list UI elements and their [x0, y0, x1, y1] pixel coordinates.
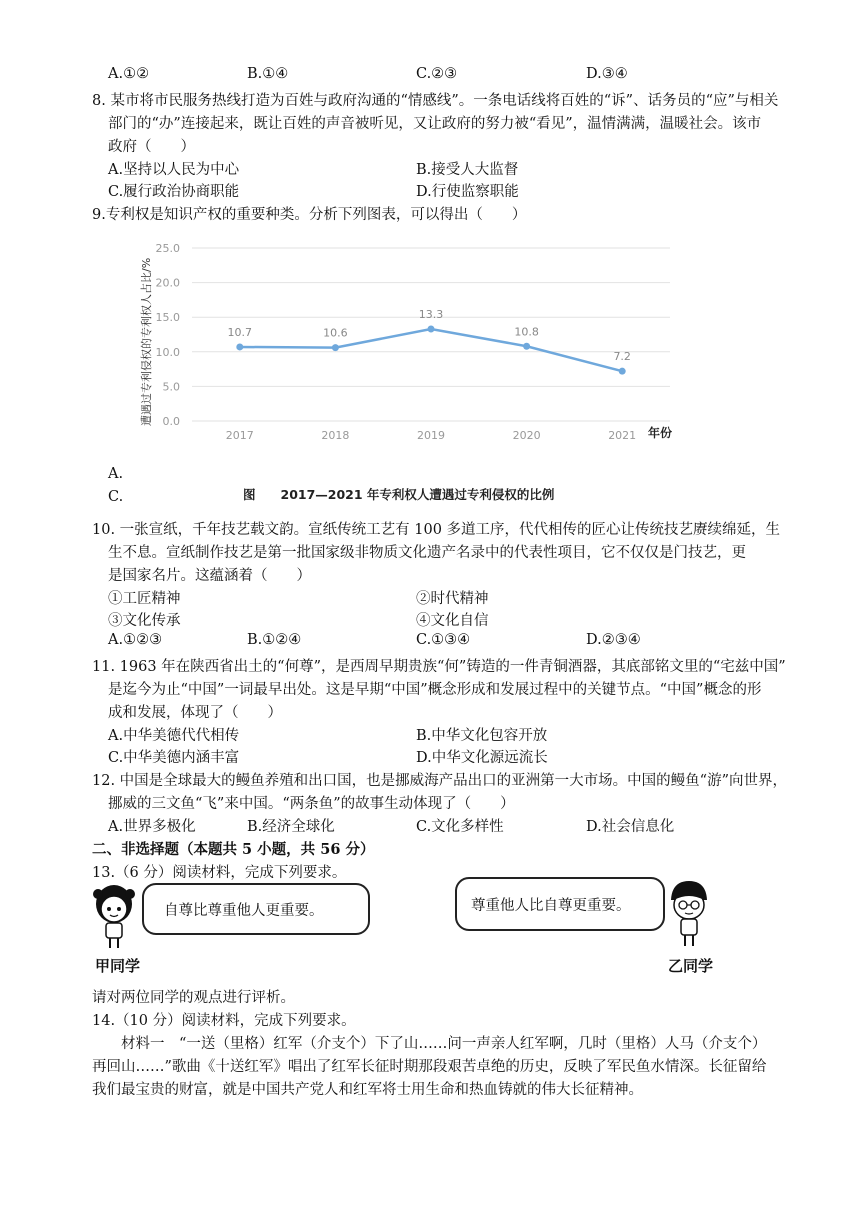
q11-stem-line-1: 11. 1963 年在陕西省出土的“何尊”，是西周早期贵族“何”铸造的一件青铜酒器，其底部铭文里的“宅兹中国”: [92, 659, 786, 675]
data-label: 7.2: [613, 350, 631, 364]
q14-material-line-1: 材料一 “一送（里格）红军（介支个）下了山……问一声亲人红军啊，几时（里格）人马（介支个）: [121, 1036, 767, 1052]
data-label: 10.8: [514, 325, 539, 339]
q12-stem-line-2: 挪威的三文鱼“飞”来中国。“两条鱼”的故事生动体现了（ ）: [108, 796, 515, 812]
q14-stem: 14.（10 分）阅读材料，完成下列要求。: [92, 1013, 356, 1029]
q10-item-2: ②时代精神: [416, 591, 489, 607]
student-b-name: 乙同学: [668, 957, 714, 975]
q9-option-a-fragment: A.: [108, 466, 124, 482]
q12-option-d: D.社会信息化: [586, 819, 675, 835]
q10-stem-line-1: 10. 一张宣纸，千年技艺载文韵。宣纸传统工艺有 100 多道工序，代代相传的匠心让传统技艺赓续绵延，生: [92, 522, 781, 538]
q10-stem-line-3: 是国家名片。这蕴涵着（ ）: [108, 568, 311, 584]
q8-option-b: B.接受人大监督: [416, 162, 519, 178]
q8-stem-line-1: 8. 某市将市民服务热线打造为百姓与政府沟通的“情感线”。一条电话线将百姓的“诉”、话务员的“应”与相关: [92, 93, 779, 109]
student-a-speech-bubble: [142, 883, 370, 935]
q11-stem-line-3: 成和发展，体现了（ ）: [108, 705, 282, 721]
data-point: [619, 368, 626, 375]
q12-option-c: C.文化多样性: [416, 819, 504, 835]
q8-option-c: C.履行政治协商职能: [108, 184, 240, 200]
q10-option-c: C.①③④: [416, 632, 471, 648]
x-tick-labels: [226, 429, 636, 442]
q11-option-a: A.中华美德代代相传: [108, 728, 240, 744]
data-point: [428, 325, 435, 332]
student-a-cartoon-icon: [90, 882, 138, 952]
q10-stem-line-2: 生不息。宣纸制作技艺是第一批国家级非物质文化遗产名录中的代表性项目，它不仅仅是门技艺，更: [108, 545, 746, 561]
q10-item-4: ④文化自信: [416, 613, 489, 629]
x-tick-label: 2018: [321, 429, 350, 442]
data-point: [523, 343, 530, 350]
q7-option-c: C.②③: [416, 66, 458, 82]
x-tick-label: 2021: [608, 429, 637, 442]
q8-stem-line-3: 政府（ ）: [108, 139, 195, 155]
y-tick-label: 25.0: [155, 242, 180, 255]
x-tick-label: 2017: [225, 429, 254, 442]
student-b-speech-bubble: [455, 877, 665, 931]
q10-option-b: B.①②④: [247, 632, 302, 648]
patent-infringement-chart: [100, 228, 700, 513]
q7-option-b: B.①④: [247, 66, 289, 82]
student-b-cartoon-icon: [666, 878, 712, 950]
y-tick-label: 0.0: [162, 415, 180, 428]
section-2-heading: 二、非选择题（本题共 5 小题，共 56 分）: [92, 841, 375, 858]
q9-option-c-fragment: C.: [108, 489, 124, 505]
q7-option-d: D.③④: [586, 66, 628, 82]
data-label: 10.7: [227, 325, 253, 339]
y-tick-label: 20.0: [155, 276, 180, 290]
data-point: [332, 344, 339, 351]
q14-material-line-2: 再回山……”歌曲《十送红军》唱出了红军长征时期那段艰苦卓绝的历史，反映了军民鱼水情深。长征留给: [92, 1059, 767, 1075]
q13-task: 请对两位同学的观点进行评析。: [92, 990, 295, 1006]
q9-stem: 9.专利权是知识产权的重要种类。分析下列图表，可以得出（ ）: [92, 207, 527, 223]
student-a-speech: 自尊比尊重他人更重要。: [164, 903, 324, 919]
y-tick-label: 15.0: [155, 311, 180, 325]
q11-stem-line-2: 是迄今为止“中国”一词最早出处。这是早期“中国”概念形成和发展过程中的关键节点。“中国”概念的形: [108, 682, 762, 698]
x-axis-label: 年份: [648, 426, 673, 440]
q12-option-a: A.世界多极化: [108, 819, 196, 835]
data-label: 10.6: [323, 326, 348, 340]
chart-title: 图 2017—2021 年专利权人遭遇过专利侵权的比例: [243, 487, 555, 502]
q12-option-b: B.经济全球化: [247, 819, 335, 835]
q8-option-a: A.坚持以人民为中心: [108, 162, 240, 178]
q10-item-1: ①工匠精神: [108, 591, 181, 607]
data-labels: [228, 308, 631, 363]
x-tick-label: 2019: [417, 429, 445, 442]
y-axis-label: 遭遇过专利侵权的专利权人占比/%: [140, 257, 153, 426]
series-line: [240, 326, 622, 371]
q8-option-d: D.行使监察职能: [416, 184, 519, 200]
y-tick-label: 10.0: [155, 345, 180, 359]
student-b-speech: 尊重他人比自尊更重要。: [471, 898, 631, 914]
line-chart: [100, 228, 700, 513]
q11-option-b: B.中华文化包容开放: [416, 728, 548, 744]
q11-option-c: C.中华美德内涵丰富: [108, 750, 240, 766]
x-tick-label: 2020: [512, 429, 541, 442]
q12-stem-line-1: 12. 中国是全球最大的鳗鱼养殖和出口国，也是挪威海产品出口的亚洲第一大市场。中国的鳗鱼“游”向世界，: [92, 773, 787, 789]
q7-option-a: A.①②: [108, 66, 150, 82]
chart-grid: [192, 248, 670, 421]
data-points: [236, 325, 625, 374]
q14-material-line-3: 我们最宝贵的财富，就是中国共产党人和红军将士用生命和热血铸就的伟大长征精神。: [92, 1082, 643, 1098]
y-tick-labels: [156, 242, 181, 428]
q10-option-a: A.①②③: [108, 632, 163, 648]
y-tick-label: 5.0: [162, 380, 180, 394]
q10-item-3: ③文化传承: [108, 613, 181, 629]
data-label: 13.3: [418, 307, 444, 321]
q8-stem-line-2: 部门的“办”连接起来，既让百姓的声音被听见，又让政府的努力被“看见”，温情满满，温暖社会。该市: [108, 116, 762, 132]
q10-option-d: D.②③④: [586, 632, 641, 648]
student-a-name: 甲同学: [95, 957, 141, 975]
q13-stem: 13.（6 分）阅读材料，完成下列要求。: [92, 865, 347, 881]
q11-option-d: D.中华文化源远流长: [416, 750, 548, 766]
data-point: [236, 343, 243, 350]
